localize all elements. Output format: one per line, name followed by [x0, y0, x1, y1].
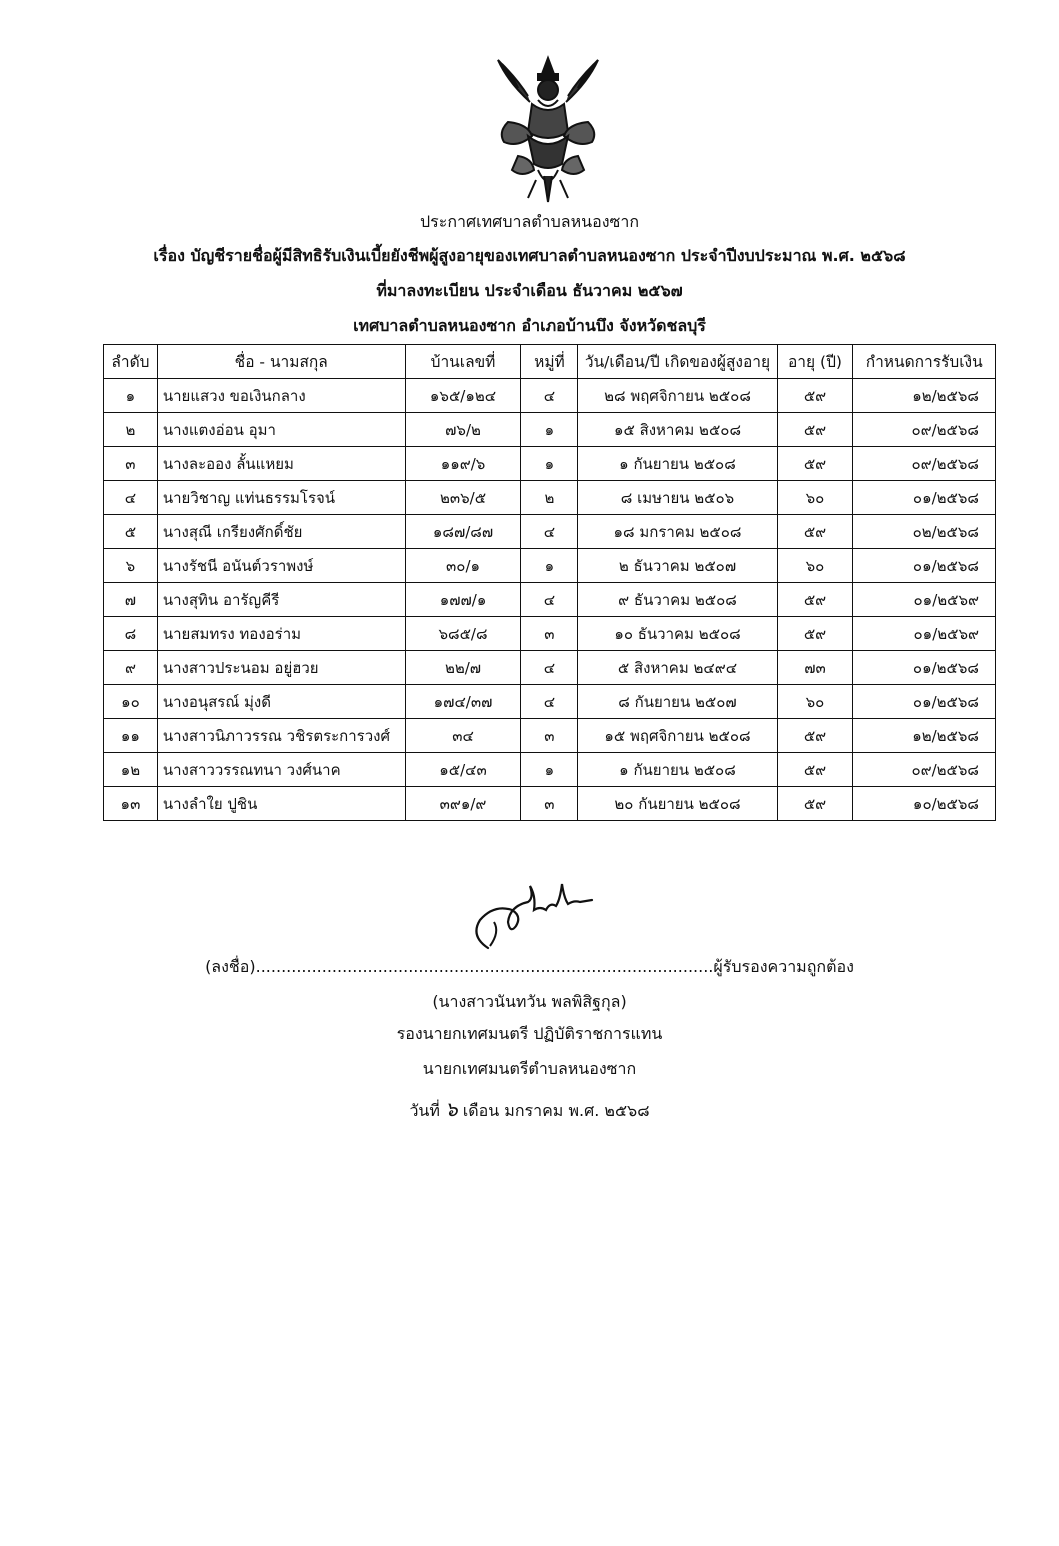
cell-order: ๘	[104, 617, 158, 651]
cell-age: ๕๙	[777, 379, 853, 413]
cell-order: ๓	[104, 447, 158, 481]
cell-payment: ๐๒/๒๕๖๘	[853, 515, 996, 549]
cell-dob: ๒ ธันวาคม ๒๕๐๗	[578, 549, 777, 583]
cell-name: นางสาววรรณทนา วงศ์นาค	[157, 753, 405, 787]
cell-dob: ๙ ธันวาคม ๒๕๐๘	[578, 583, 777, 617]
cell-order: ๗	[104, 583, 158, 617]
signature-date	[0, 1093, 1059, 1125]
cell-age: ๕๙	[777, 719, 853, 753]
cell-payment: ๑๒/๒๕๖๘	[853, 379, 996, 413]
cell-house-no: ๑๑๙/๖	[405, 447, 521, 481]
table-row	[104, 651, 996, 685]
cell-name: นางอนุสรณ์ มุ่งดี	[157, 685, 405, 719]
cell-age: ๗๓	[777, 651, 853, 685]
cell-name: นางสาวประนอม อยู่ฮวย	[157, 651, 405, 685]
cell-age: ๖๐	[777, 685, 853, 719]
cell-house-no: ๓๐/๑	[405, 549, 521, 583]
signatory-position-1: รองนายกเทศมนตรี ปฏิบัติราชการแทน	[396, 1024, 663, 1043]
cell-payment: ๐๙/๒๕๖๘	[853, 413, 996, 447]
cell-age: ๕๙	[777, 617, 853, 651]
cell-house-no: ๒๓๖/๕	[405, 481, 521, 515]
cell-dob: ๑๕ สิงหาคม ๒๕๐๘	[578, 413, 777, 447]
cell-house-no: ๑๗๔/๓๗	[405, 685, 521, 719]
table-header-row	[104, 345, 996, 379]
cell-dob: ๕ สิงหาคม ๒๔๙๔	[578, 651, 777, 685]
handwritten-signature	[450, 876, 600, 956]
col-header-house-no: บ้านเลขที่	[405, 345, 521, 379]
table-row	[104, 787, 996, 821]
cell-name: นางสุทิน อารัญคีรี	[157, 583, 405, 617]
cell-order: ๑๐	[104, 685, 158, 719]
date-day: ๖	[445, 1097, 458, 1121]
cell-moo: ๔	[521, 379, 578, 413]
cell-house-no: ๑๗๗/๑	[405, 583, 521, 617]
cell-moo: ๓	[521, 617, 578, 651]
cell-name: นางละออง ลั้นแหยม	[157, 447, 405, 481]
cell-name: นายวิชาญ แท่นธรรมโรจน์	[157, 481, 405, 515]
table-row	[104, 719, 996, 753]
cell-name: นางแตงอ่อน อุมา	[157, 413, 405, 447]
cell-payment: ๐๑/๒๕๖๘	[853, 481, 996, 515]
cell-moo: ๑	[521, 413, 578, 447]
signatory-position-2: นายกเทศมนตรีตำบลหนองซาก	[422, 1059, 637, 1078]
cell-payment: ๑๒/๒๕๖๘	[853, 719, 996, 753]
cell-age: ๕๙	[777, 787, 853, 821]
cell-payment: ๐๑/๒๕๖๙	[853, 583, 996, 617]
table-row	[104, 583, 996, 617]
table-row	[104, 617, 996, 651]
cell-order: ๒	[104, 413, 158, 447]
cell-age: ๖๐	[777, 549, 853, 583]
cell-dob: ๑๘ มกราคม ๒๕๐๘	[578, 515, 777, 549]
cell-house-no: ๑๘๗/๘๗	[405, 515, 521, 549]
cell-order: ๖	[104, 549, 158, 583]
cell-order: ๑๒	[104, 753, 158, 787]
cell-house-no: ๑๕/๔๓	[405, 753, 521, 787]
col-header-dob: วัน/เดือน/ปี เกิดของผู้สูงอายุ	[578, 345, 777, 379]
beneficiary-table	[103, 344, 996, 821]
cell-name: นายสมทรง ทองอร่าม	[157, 617, 405, 651]
cell-moo: ๒	[521, 481, 578, 515]
cell-age: ๕๙	[777, 753, 853, 787]
cell-moo: ๔	[521, 515, 578, 549]
registration-line: ที่มาลงทะเบียน ประจำเดือน ธันวาคม ๒๕๖๗	[376, 281, 683, 300]
table-row	[104, 753, 996, 787]
cell-moo: ๔	[521, 583, 578, 617]
cell-house-no: ๖๘๕/๘	[405, 617, 521, 651]
cell-moo: ๑	[521, 447, 578, 481]
cell-moo: ๑	[521, 549, 578, 583]
cell-name: นายแสวง ขอเงินกลาง	[157, 379, 405, 413]
cell-dob: ๒๐ กันยายน ๒๕๐๘	[578, 787, 777, 821]
cell-age: ๕๙	[777, 447, 853, 481]
municipality-line: เทศบาลตำบลหนองซาก อำเภอบ้านบึง จังหวัดชลบุรี	[353, 316, 706, 335]
cell-moo: ๔	[521, 685, 578, 719]
cell-payment: ๑๐/๒๕๖๘	[853, 787, 996, 821]
table-row	[104, 413, 996, 447]
cell-order: ๙	[104, 651, 158, 685]
col-header-payment: กำหนดการรับเงิน	[853, 345, 996, 379]
cell-payment: ๐๑/๒๕๖๙	[853, 617, 996, 651]
cell-house-no: ๒๒/๗	[405, 651, 521, 685]
cell-dob: ๑๕ พฤศจิกายน ๒๕๐๘	[578, 719, 777, 753]
table-row	[104, 685, 996, 719]
cell-moo: ๔	[521, 651, 578, 685]
cell-age: ๕๙	[777, 413, 853, 447]
col-header-moo: หมู่ที่	[521, 345, 578, 379]
signature-line: (ลงชื่อ)..........................................................................................ผู้รับรองความถูกต้อง	[205, 957, 854, 976]
date-prefix: วันที่	[409, 1101, 440, 1120]
cell-order: ๑	[104, 379, 158, 413]
cell-name: นางสุณี เกรียงศักดิ์ชัย	[157, 515, 405, 549]
cell-dob: ๒๘ พฤศจิกายน ๒๕๐๘	[578, 379, 777, 413]
announcement-title: ประกาศเทศบาลตำบลหนองซาก	[419, 212, 640, 231]
table-row	[104, 549, 996, 583]
cell-dob: ๘ เมษายน ๒๕๐๖	[578, 481, 777, 515]
cell-moo: ๓	[521, 787, 578, 821]
col-header-age: อายุ (ปี)	[777, 345, 853, 379]
cell-moo: ๓	[521, 719, 578, 753]
cell-age: ๕๙	[777, 515, 853, 549]
col-header-name: ชื่อ - นามสกุล	[157, 345, 405, 379]
table-row	[104, 515, 996, 549]
table-row	[104, 481, 996, 515]
cell-dob: ๑๐ ธันวาคม ๒๕๐๘	[578, 617, 777, 651]
cell-payment: ๐๑/๒๕๖๘	[853, 685, 996, 719]
cell-dob: ๑ กันยายน ๒๕๐๘	[578, 447, 777, 481]
cell-payment: ๐๑/๒๕๖๘	[853, 549, 996, 583]
cell-age: ๕๙	[777, 583, 853, 617]
garuda-emblem-icon	[488, 52, 608, 204]
date-suffix: เดือน มกราคม พ.ศ. ๒๕๖๘	[462, 1101, 650, 1120]
cell-dob: ๘ กันยายน ๒๕๐๗	[578, 685, 777, 719]
table-row	[104, 447, 996, 481]
cell-dob: ๑ กันยายน ๒๕๐๘	[578, 753, 777, 787]
table-row	[104, 379, 996, 413]
cell-order: ๑๓	[104, 787, 158, 821]
cell-age: ๖๐	[777, 481, 853, 515]
cell-house-no: ๓๙๑/๙	[405, 787, 521, 821]
cell-payment: ๐๙/๒๕๖๘	[853, 447, 996, 481]
cell-order: ๑๑	[104, 719, 158, 753]
col-header-order: ลำดับ	[104, 345, 158, 379]
cell-name: นางลำใย ปูชิน	[157, 787, 405, 821]
cell-moo: ๑	[521, 753, 578, 787]
cell-name: นางสาวนิภาวรรณ วชิรตระการวงศ์	[157, 719, 405, 753]
cell-house-no: ๑๖๕/๑๒๔	[405, 379, 521, 413]
cell-house-no: ๓๔	[405, 719, 521, 753]
cell-payment: ๐๙/๒๕๖๘	[853, 753, 996, 787]
signatory-name: (นางสาวนันทวัน พลพิสิฐกุล)	[432, 992, 627, 1011]
cell-order: ๔	[104, 481, 158, 515]
cell-order: ๕	[104, 515, 158, 549]
cell-payment: ๐๑/๒๕๖๘	[853, 651, 996, 685]
subject-line: เรื่อง บัญชีรายชื่อผู้มีสิทธิรับเงินเบี้ยยังชีพผู้สูงอายุของเทศบาลตำบลหนองซาก ประจำปีงบประมาณ พ.ศ. ๒๕๖๘	[153, 246, 906, 265]
cell-name: นางรัชนี อนันต์วราพงษ์	[157, 549, 405, 583]
cell-house-no: ๗๖/๒	[405, 413, 521, 447]
